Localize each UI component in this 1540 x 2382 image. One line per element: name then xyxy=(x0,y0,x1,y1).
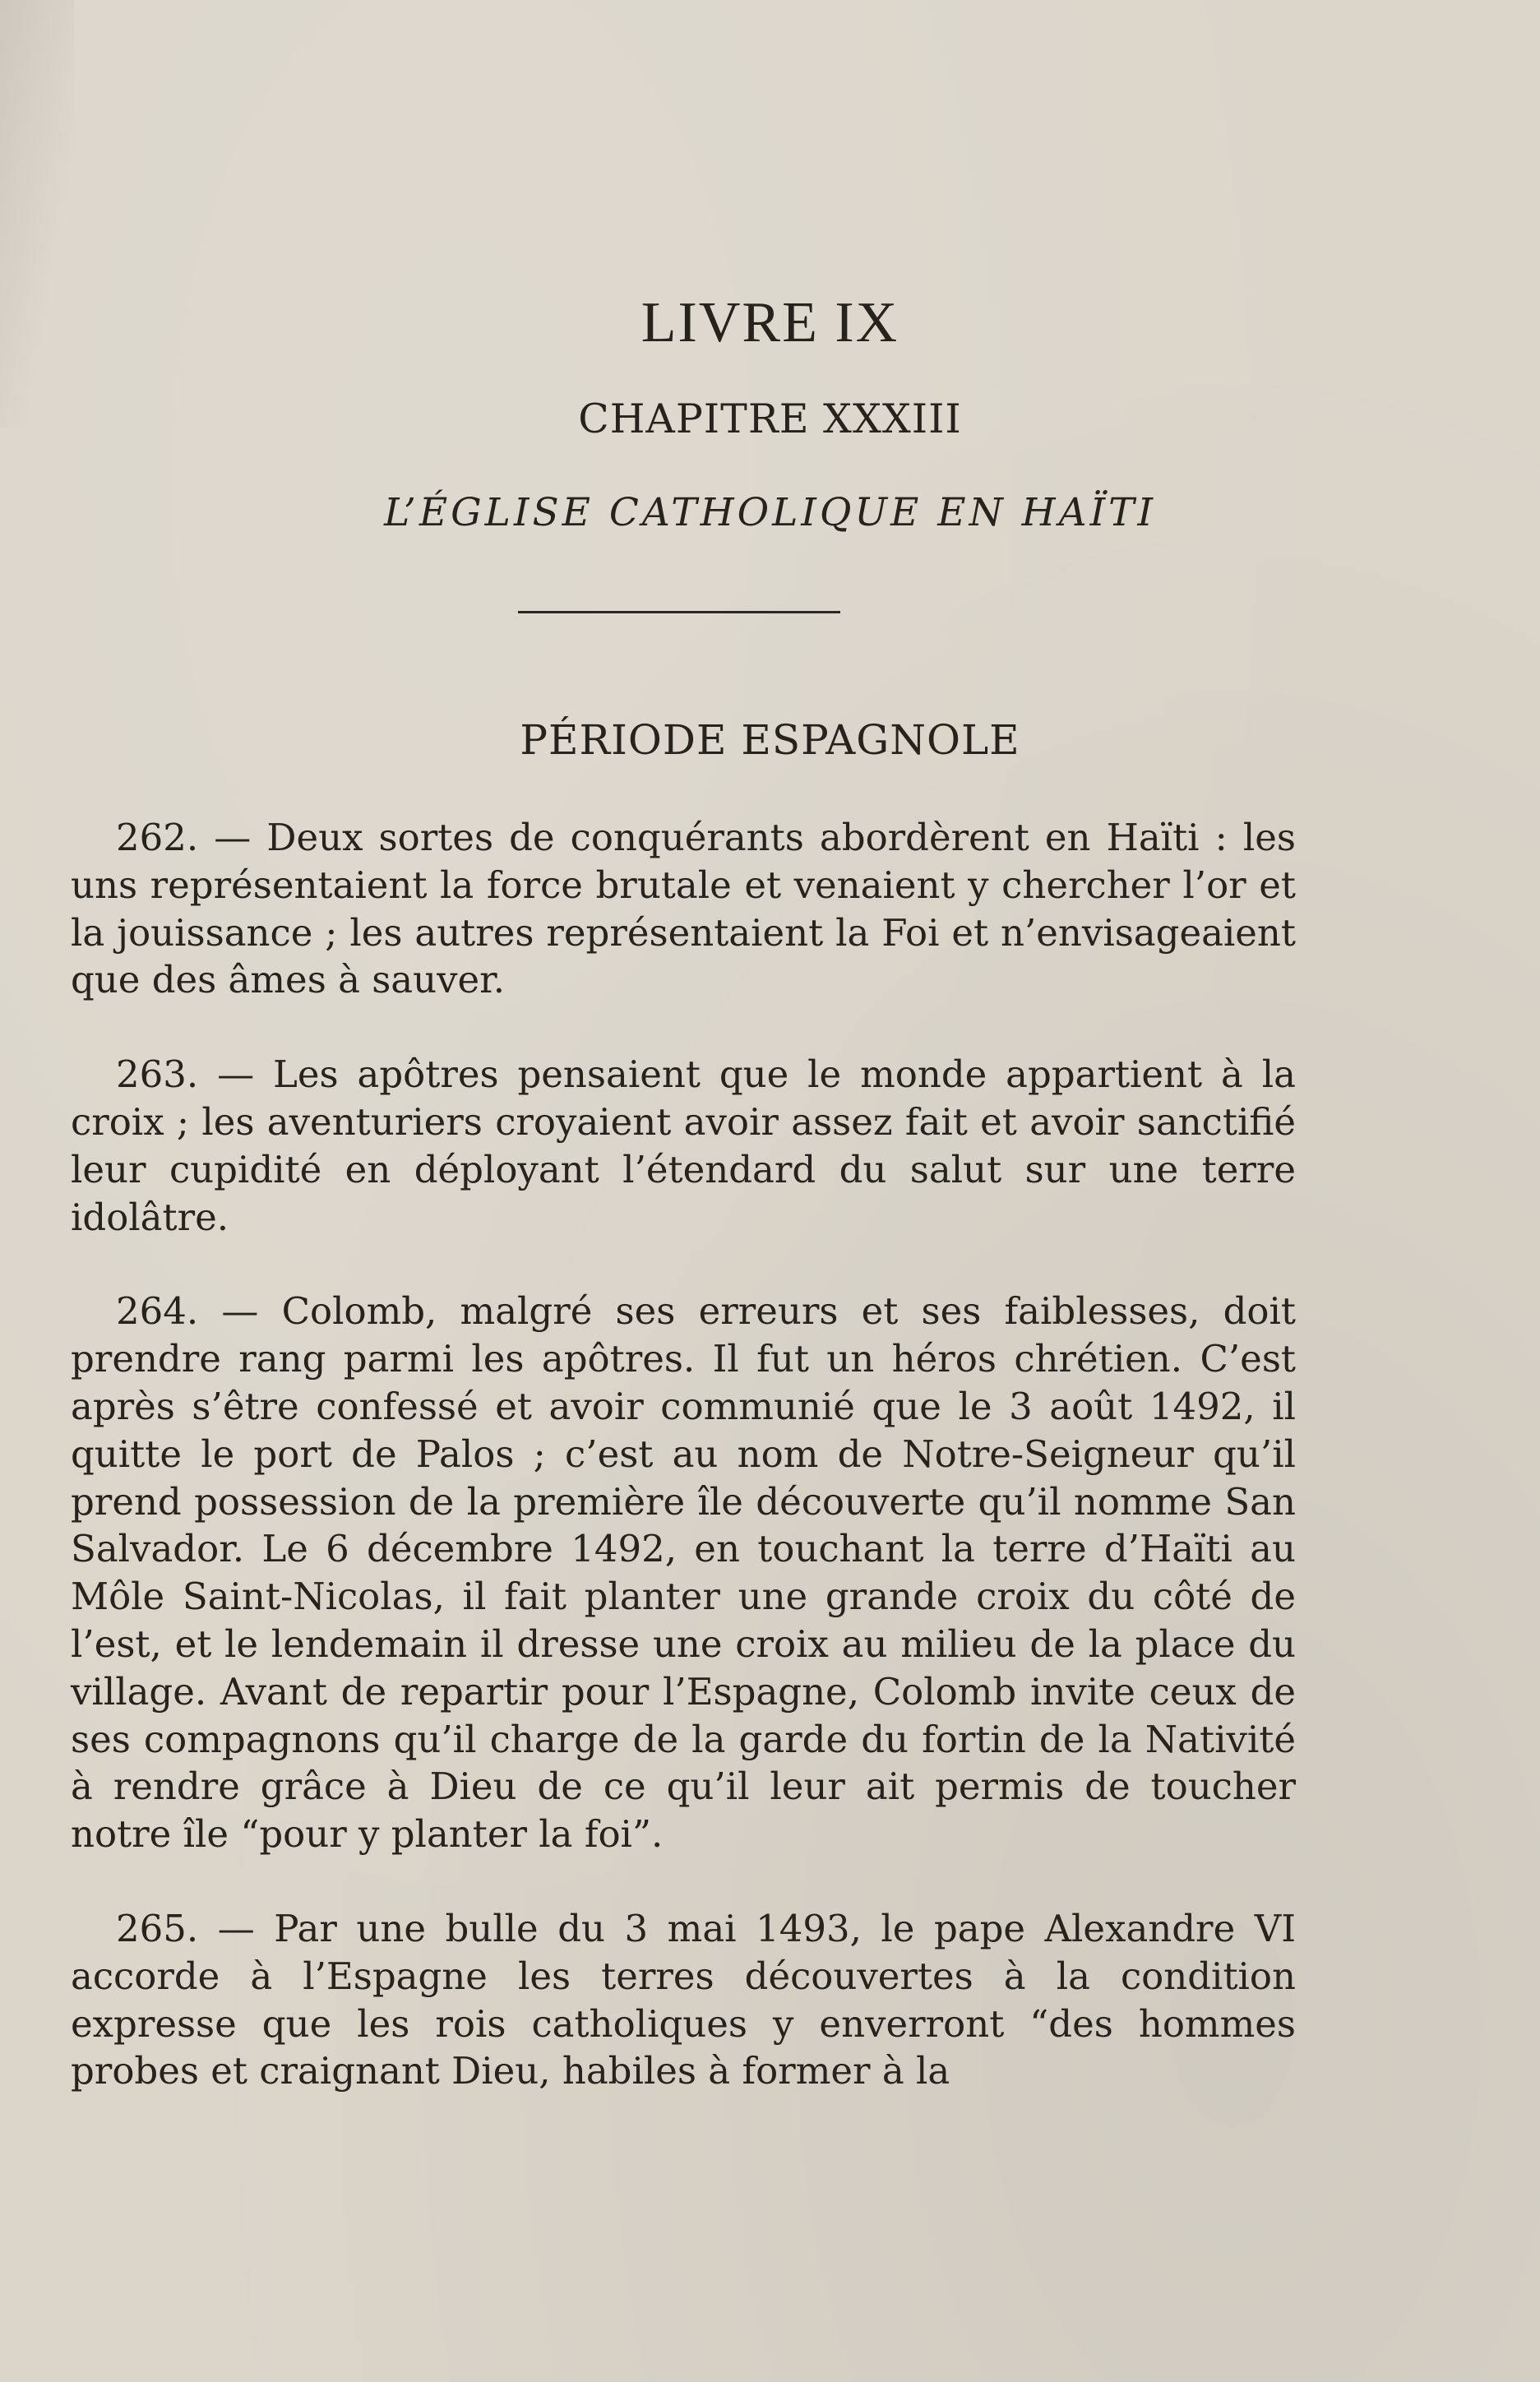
page-fold-shadow xyxy=(0,0,74,428)
heading-divider xyxy=(518,611,840,613)
paragraph-263: 263. — Les apôtres pensaient que le monde appartient à la croix ; les aventuriers croyaient avoir assez fait et avoir sanctifié leur cupidité en déployant l’étendard du salut sur une terre idolâtre. xyxy=(71,1052,1296,1239)
section-heading: PÉRIODE ESPAGNOLE xyxy=(520,716,1020,764)
book-part-heading: LIVRE IX xyxy=(641,291,899,354)
paragraph-265: 265. — Par une bulle du 3 mai 1493, le pape Alexandre VI accorde à l’Espagne les terres découvertes à la condition expresse que les rois catholiques y enverront “des hommes probes et craignant Dieu, habiles à former à la xyxy=(71,1906,1296,2093)
chapter-subtitle: L’ÉGLISE CATHOLIQUE EN HAÏTI xyxy=(383,490,1157,535)
body-text xyxy=(71,814,1296,2095)
paragraph-264: 264. — Colomb, malgré ses erreurs et ses faiblesses, doit prendre rang parmi les apôtres. Il fut un héros chrétien. C’est après s’être confessé et avoir communié que le 3 août 1492, il quitte le port de Palos ; c’est au nom de Notre-Seigneur qu’il prend possession de la première île découverte qu’il nomme San Salvador. Le 6 décembre 1492, en touchant la terre d’Haïti au Môle Saint-Nicolas, il fait planter une grande croix du côté de l’est, et le lendemain il dresse une croix au milieu de la place du village. Avant de repartir pour l’Espagne, Colomb invite ceux de ses compagnons qu’il charge de la garde du fortin de la Nativité à rendre grâce à Dieu de ce qu’il leur ait permis de toucher notre île “pour y planter la foi”. xyxy=(71,1289,1296,1857)
paragraph-262: 262. — Deux sortes de conquérants abordèrent en Haïti : les uns représentaient la force brutale et venaient y chercher l’or et la jouissance ; les autres représentaient la Foi et n’envisageaient que des âmes à sauver. xyxy=(71,816,1296,1002)
chapter-heading: CHAPITRE XXXIII xyxy=(578,395,962,442)
